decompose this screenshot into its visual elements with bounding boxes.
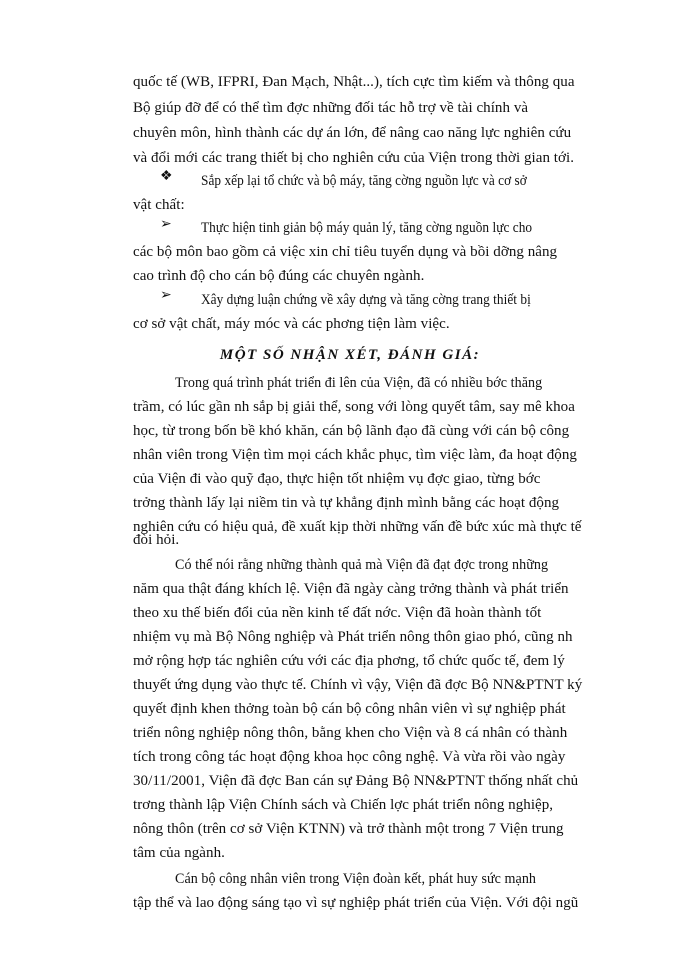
- text-line: vật chất:: [133, 197, 185, 213]
- text-line: cơ sở vật chất, máy móc và các phơng tiện làm việc.: [133, 316, 450, 332]
- text-line: thuyết ứng dụng vào thực tế. Chính vì vậy, Viện đã đợc Bộ NN&PTNT ký: [133, 677, 583, 693]
- text-line: mở rộng hợp tác nghiên cứu với các địa phơng, tổ chức quốc tế, đem lý: [133, 653, 565, 669]
- text-line: tâm của ngành.: [133, 845, 225, 861]
- text-line: Xây dựng luận chứng về xây dựng và tăng cờng trang thiết bị: [201, 292, 531, 308]
- text-line: 30/11/2001, Viện đã đợc Ban cán sự Đảng Bộ NN&PTNT thống nhất chủ: [133, 773, 579, 789]
- text-line: Sắp xếp lại tổ chức và bộ máy, tăng cờng nguồn lực và cơ sở: [201, 173, 527, 189]
- text-line: nghiên cứu có hiệu quả, đề xuất kịp thời những vấn đề bức xúc mà thực tế: [133, 519, 582, 535]
- text-line: Trong quá trình phát triển đi lên của Viện, đã có nhiều bớc thăng: [175, 375, 543, 391]
- text-line: Có thể nói rằng những thành quả mà Viện đã đạt đợc trong những: [175, 557, 549, 573]
- text-line: quốc tế (WB, IFPRI, Đan Mạch, Nhật...), tích cực tìm kiếm và thông qua: [133, 74, 575, 90]
- text-line: các bộ môn bao gồm cả việc xin chỉ tiêu tuyển dụng và bồi dỡng nâng: [133, 244, 558, 260]
- section-heading: MỘT SỐ NHẬN XÉT, ĐÁNH GIÁ:: [219, 347, 481, 363]
- text-line: của Viện đi vào quỹ đạo, thực hiện tốt nhiệm vụ đợc giao, từng bớc: [133, 471, 541, 487]
- text-line: tích trong công tác hoạt động khoa học công nghệ. Và vừa rồi vào ngày: [133, 749, 566, 765]
- text-line: Bộ giúp đỡ để có thể tìm đợc những đối tác hỗ trợ về tài chính và: [133, 100, 529, 116]
- arrow-bullet-icon: ➢: [160, 288, 172, 303]
- text-line: trơng thành lập Viện Chính sách và Chiến lợc phát triển nông nghiệp,: [133, 797, 554, 813]
- text-line: chuyên môn, hình thành các dự án lớn, để nâng cao năng lực nghiên cứu: [133, 125, 572, 141]
- text-line: tập thể và lao động sáng tạo vì sự nghiệp phát triển của Viện. Với đội ngũ: [133, 895, 579, 911]
- text-line: đòi hỏi.: [133, 532, 180, 548]
- text-line: nhiệm vụ mà Bộ Nông nghiệp và Phát triển nông thôn giao phó, cũng nh: [133, 629, 573, 645]
- text-line: quyết định khen thởng toàn bộ cán bộ công nhân viên vì sự nghiệp phát: [133, 701, 566, 717]
- text-line: theo xu thế biến đổi của nền kinh tế đất nớc. Viện đã hoàn thành tốt: [133, 605, 542, 621]
- text-line: triển nông nghiệp nông thôn, bằng khen cho Viện và 8 cá nhân có thành: [133, 725, 568, 741]
- text-line: Cán bộ công nhân viên trong Viện đoàn kết, phát huy sức mạnh: [175, 871, 537, 887]
- text-line: nông thôn (trên cơ sở Viện KTNN) và trở thành một trong 7 Viện trung: [133, 821, 564, 837]
- arrow-bullet-icon: ➢: [160, 217, 172, 232]
- text-line: và đổi mới các trang thiết bị cho nghiên cứu của Viện trong thời gian tới.: [133, 150, 575, 166]
- text-line: nhân viên trong Viện tìm mọi cách khắc phục, tìm việc làm, đa hoạt động: [133, 447, 577, 463]
- text-line: cao trình độ cho cán bộ đúng các chuyên ngành.: [133, 268, 425, 284]
- text-line: năm qua thật đáng khích lệ. Viện đã ngày càng trởng thành và phát triển: [133, 581, 569, 597]
- text-line: Thực hiện tinh giản bộ máy quản lý, tăng cờng nguồn lực cho: [201, 220, 533, 236]
- text-line: học, từ trong bốn bề khó khăn, cán bộ lãnh đạo đã cùng với cán bộ công: [133, 423, 570, 439]
- text-line: trầm, có lúc gần nh sắp bị giải thể, song với lòng quyết tâm, say mê khoa: [133, 399, 575, 415]
- diamond-bullet-icon: ❖: [160, 169, 173, 184]
- text-line: trởng thành lấy lại niềm tin và tự khẳng định mình bằng các hoạt động: [133, 495, 560, 511]
